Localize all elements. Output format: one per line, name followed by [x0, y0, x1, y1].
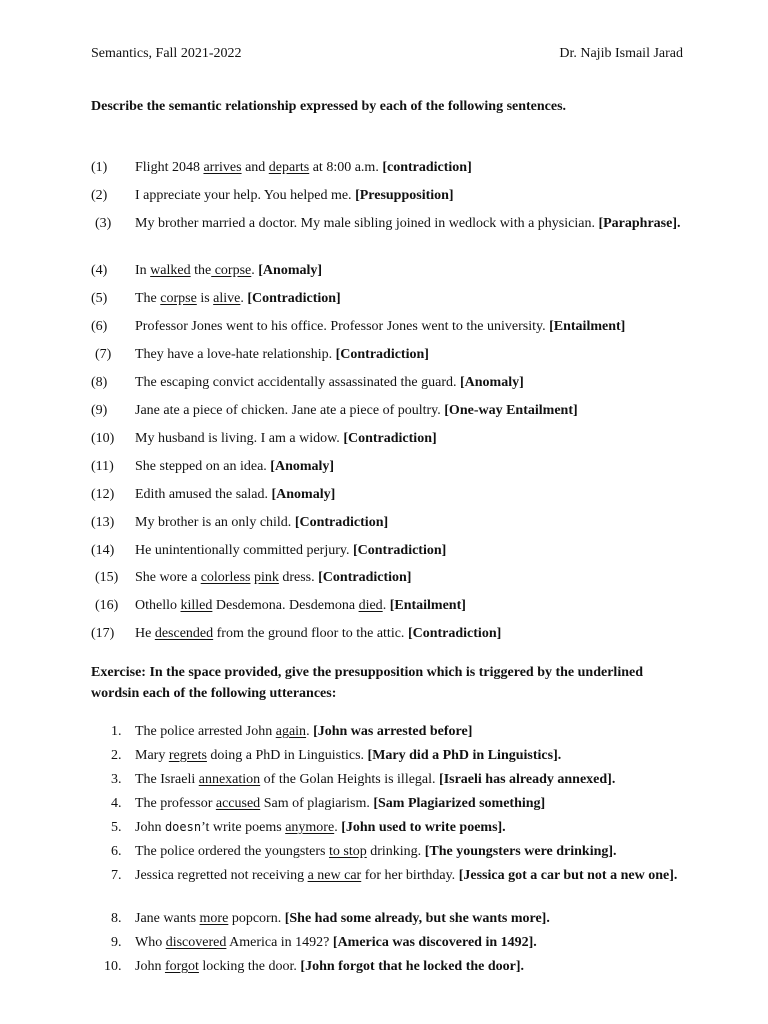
underlined-word: a new car [307, 868, 362, 883]
underlined-word: forgot [164, 959, 199, 974]
exercise-number: 1. [111, 724, 122, 739]
text-segment: He [135, 626, 155, 641]
sentence-number: (7) [95, 347, 112, 362]
sentence-number: (2) [91, 188, 108, 203]
sentence-text [135, 624, 691, 643]
answer-tag: [John used to write poems]. [341, 820, 506, 835]
sentence-number: (9) [91, 403, 108, 418]
text-segment: Othello [135, 598, 181, 613]
underlined-word: more [199, 911, 229, 926]
answer-tag: [She had some already, but she wants more]. [284, 911, 550, 926]
exercise-number: 9. [111, 935, 122, 950]
answer-tag: [Contradiction] [335, 347, 429, 362]
exercise-text [135, 842, 681, 861]
sentence-number: (8) [91, 375, 108, 390]
answer-tag: [The youngsters were drinking]. [424, 844, 617, 859]
instructor-header: Dr. Najib Ismail Jarad [559, 46, 683, 61]
text-segment: doing a PhD in Linguistics. [206, 748, 368, 763]
exercise-number: 8. [111, 911, 122, 926]
sentence-number: (12) [91, 487, 115, 502]
answer-tag: [Presupposition] [355, 188, 454, 203]
text-segment: Jane ate a piece of chicken. Jane ate a piece of poultry. [135, 403, 445, 418]
sentence-number: (3) [95, 216, 112, 231]
text-segment: . [382, 598, 390, 613]
sentence-text [135, 568, 691, 587]
text-segment: My husband is living. I am a widow. [135, 431, 344, 446]
underlined-word: died [358, 598, 383, 613]
underlined-word: accused [215, 796, 261, 811]
text-segment: Desdemona. Desdemona [212, 598, 359, 613]
answer-tag: [One-way Entailment] [444, 403, 578, 418]
text-segment: Flight 2048 [135, 160, 204, 175]
sentence-text [135, 261, 691, 280]
underlined-word: annexation [198, 772, 261, 787]
text-segment: The professor [135, 796, 216, 811]
underlined-word: walked [150, 263, 191, 278]
text-segment: America in 1492? [226, 935, 333, 950]
sentence-text [135, 541, 691, 560]
text-segment: I appreciate your help. You helped me. [135, 188, 356, 203]
text-segment: Jessica regretted not receiving [135, 868, 308, 883]
exercise-text [135, 909, 681, 928]
underlined-word: arrives [203, 160, 242, 175]
answer-tag: [Contradiction] [247, 291, 341, 306]
text-segment: She wore a [135, 570, 201, 585]
sentence-text [135, 317, 691, 336]
text-segment: The [135, 291, 161, 306]
answer-tag: [Contradiction] [407, 626, 502, 641]
answer-tag: [Contradiction] [294, 515, 389, 530]
text-segment: locking the door. [198, 959, 301, 974]
text-segment: of the Golan Heights is illegal. [260, 772, 440, 787]
text-segment: The police arrested John [135, 724, 276, 739]
exercise-heading: Exercise: In the space provided, give the presupposition which is triggered by the underlined wordsin each of the following utterances: [91, 665, 643, 701]
sentence-number: (17) [91, 626, 115, 641]
text-segment: He unintentionally committed perjury. [135, 543, 353, 558]
text-segment: ’t write poems [201, 820, 286, 835]
text-segment: the [190, 263, 212, 278]
sentence-text [135, 345, 691, 364]
exercise-text [135, 722, 681, 741]
answer-tag: [Anomaly] [460, 375, 524, 390]
sentence-number: (15) [95, 570, 119, 585]
text-segment: Sam of plagiarism. [260, 796, 374, 811]
text-segment: Mary [135, 748, 169, 763]
underlined-word: alive [213, 291, 241, 306]
text-segment: The escaping convict accidentally assassinated the guard. [135, 375, 460, 390]
underlined-word: regrets [168, 748, 207, 763]
instructions-heading: Describe the semantic relationship expressed by each of the following sentences. [91, 99, 567, 114]
text-segment: Edith amused the salad. [135, 487, 272, 502]
text-segment: In [135, 263, 151, 278]
answer-tag: [John forgot that he locked the door]. [300, 959, 525, 974]
exercise-number: 6. [111, 844, 122, 859]
text-segment: at 8:00 a.m. [309, 160, 383, 175]
sentence-text [135, 158, 691, 177]
sentence-text [135, 214, 691, 233]
underlined-word: pink [253, 570, 279, 585]
answer-tag: [Contradiction] [318, 570, 412, 585]
sentence-text [135, 186, 691, 205]
sentence-text [135, 457, 691, 476]
sentence-number: (5) [91, 291, 108, 306]
exercise-text [135, 746, 681, 765]
answer-tag: [Anomaly] [258, 263, 323, 278]
answer-tag: [Paraphrase]. [598, 216, 681, 231]
text-segment: They have a love-hate relationship. [135, 347, 336, 362]
exercise-text [135, 770, 681, 789]
answer-tag: [Sam Plagiarized something] [373, 796, 546, 811]
text-segment: John [135, 959, 165, 974]
text-segment: from the ground floor to the attic. [213, 626, 408, 641]
answer-tag: [contradiction] [382, 160, 472, 175]
answer-tag: [Mary did a PhD in Linguistics]. [367, 748, 562, 763]
underlined-word: anymore [285, 820, 335, 835]
sentence-text [135, 429, 691, 448]
sentence-number: (14) [91, 543, 115, 558]
exercise-number: 10. [104, 959, 122, 974]
sentence-text [135, 596, 691, 615]
sentence-number: (4) [91, 263, 108, 278]
exercise-number: 2. [111, 748, 122, 763]
text-segment: is [196, 291, 214, 306]
sentence-number: (11) [91, 459, 114, 474]
underlined-word: killed [180, 598, 213, 613]
exercise-number: 7. [111, 868, 122, 883]
underlined-word: discovered [165, 935, 227, 950]
sentence-number: (10) [91, 431, 115, 446]
exercise-number: 3. [111, 772, 122, 787]
text-segment: Professor Jones went to his office. Professor Jones went to the university. [135, 319, 550, 334]
course-header: Semantics, Fall 2021-2022 [91, 46, 242, 61]
answer-tag: [John was arrested before] [313, 724, 473, 739]
underlined-word: corpse [211, 263, 252, 278]
text-segment: Jane wants [135, 911, 200, 926]
underlined-word: departs [268, 160, 310, 175]
text-segment: My brother married a doctor. My male sibling joined in wedlock with a physician. [135, 216, 599, 231]
answer-tag: [Entailment] [389, 598, 466, 613]
text-segment: John [135, 820, 165, 835]
underlined-word: colorless [200, 570, 251, 585]
text-segment: doesn [164, 820, 202, 834]
text-segment: and [241, 160, 269, 175]
text-segment: . [240, 291, 248, 306]
text-segment: for her birthday. [361, 868, 459, 883]
answer-tag: [Contradiction] [352, 543, 447, 558]
text-segment: . [334, 820, 342, 835]
exercise-text [135, 957, 681, 976]
answer-tag: [Anomaly] [271, 487, 336, 502]
text-segment: The Israeli [135, 772, 199, 787]
text-segment: . [251, 263, 259, 278]
sentence-text [135, 513, 691, 532]
sentence-number: (1) [91, 160, 108, 175]
answer-tag: [Jessica got a car but not a new one]. [458, 868, 678, 883]
exercise-number: 4. [111, 796, 122, 811]
exercise-text [135, 933, 681, 952]
exercise-text [135, 866, 681, 885]
text-segment: The police ordered the youngsters [135, 844, 329, 859]
exercise-text [135, 818, 681, 837]
answer-tag: [Entailment] [549, 319, 626, 334]
answer-tag: [America was discovered in 1492]. [332, 935, 537, 950]
sentence-number: (13) [91, 515, 115, 530]
underlined-word: again [275, 724, 307, 739]
sentence-text [135, 373, 691, 392]
sentence-text [135, 401, 691, 420]
exercise-number: 5. [111, 820, 122, 835]
text-segment: Who [135, 935, 166, 950]
underlined-word: to stop [329, 844, 367, 859]
sentence-text [135, 485, 691, 504]
underlined-word: descended [154, 626, 214, 641]
underlined-word: corpse [160, 291, 197, 306]
exercise-text [135, 794, 681, 813]
text-segment: She stepped on an idea. [135, 459, 271, 474]
sentence-number: (6) [91, 319, 108, 334]
answer-tag: [Israeli has already annexed]. [439, 772, 616, 787]
sentence-text [135, 289, 691, 308]
answer-tag: [Anomaly] [270, 459, 335, 474]
text-segment: dress. [278, 570, 319, 585]
answer-tag: [Contradiction] [343, 431, 437, 446]
sentence-number: (16) [95, 598, 119, 613]
text-segment: . [306, 724, 314, 739]
text-segment: popcorn. [228, 911, 285, 926]
text-segment: My brother is an only child. [135, 515, 295, 530]
text-segment: drinking. [366, 844, 425, 859]
